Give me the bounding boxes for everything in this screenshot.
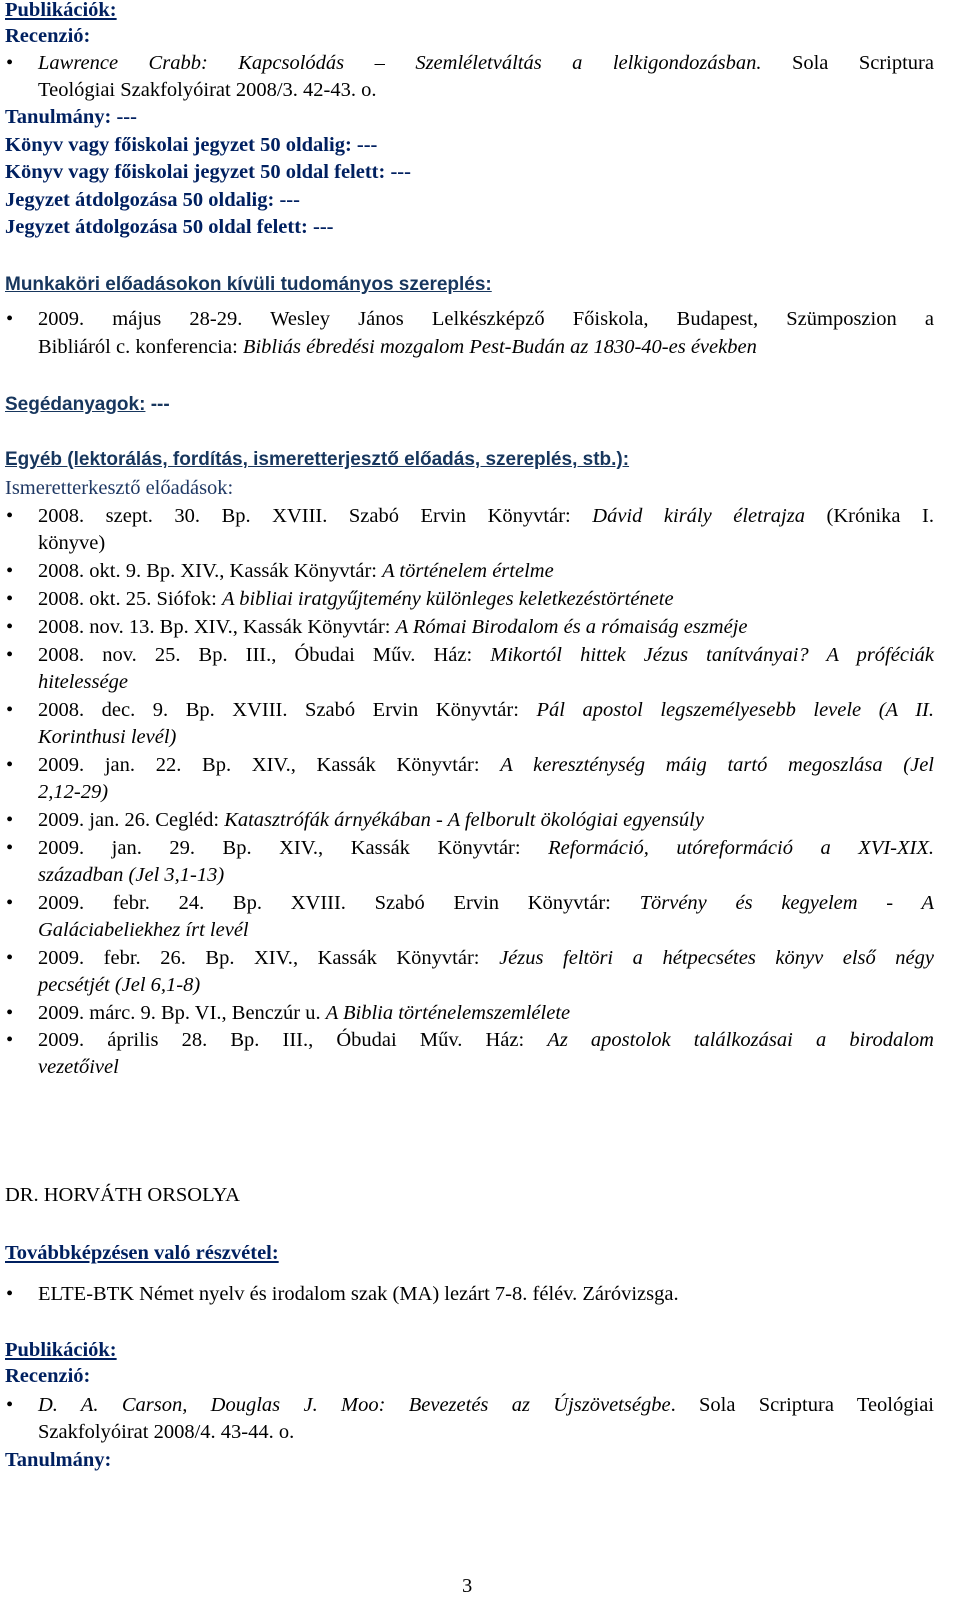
scientific-appearance-heading: Munkaköri előadásokon kívüli tudományos szereplés: [5, 274, 492, 295]
lecture-line: 2008. nov. 13. Bp. XIV., Kassák Könyvtár: A Római Birodalom és a rómaiság eszméje [38, 616, 748, 638]
bullet [6, 889, 18, 917]
page-number: 3 [462, 1575, 473, 1597]
publications-heading: Publikációk: [5, 0, 117, 21]
lecture-line: Korinthusi levél) [38, 726, 177, 748]
lecture-line: 2008. okt. 25. Siófok: A bibliai iratgyűjtemény különleges keletkezéstörténete [38, 588, 674, 610]
lecture-line: vezetőivel [38, 1056, 119, 1078]
lecture-line: pecsétjét (Jel 6,1-8) [38, 974, 201, 996]
notes-50-heading: Jegyzet átdolgozása 50 oldalig: --- [5, 189, 300, 211]
training-item: ELTE-BTK Német nyelv és irodalom szak (MA) lezárt 7-8. félév. Záróvizsga. [38, 1283, 679, 1305]
bullet [6, 944, 18, 972]
other-heading: Egyéb (lektorálás, fordítás, ismeretterjesztő előadás, szereplés, stb.): [5, 449, 630, 470]
lecture-line: 2,12-29) [38, 781, 109, 803]
lecture-line: 2009. jan. 22. Bp. XIV., Kassák Könyvtár: A kereszténység máig tartó megoszlása (Jel [38, 754, 934, 776]
bullet [6, 1391, 18, 1419]
lecture-line: 2009. márc. 9. Bp. VI., Benczúr u. A Biblia történelemszemlélete [38, 1002, 571, 1024]
book-50-plus-heading: Könyv vagy főiskolai jegyzet 50 oldal felett: --- [5, 161, 411, 183]
review-item-line: D. A. Carson, Douglas J. Moo: Bevezetés az Újszövetségbe. Sola Scriptura Teológiai [38, 1394, 934, 1416]
lectures-subheading: Ismeretterkesztő előadások: [5, 477, 234, 499]
bullet [6, 751, 18, 779]
lecture-line: könyve) [38, 532, 106, 554]
review-item-line: Lawrence Crabb: Kapcsolódás – Szemléletváltás a lelkigondozásban. Sola Scriptura [38, 52, 934, 74]
bullet [6, 585, 18, 613]
bullet [6, 502, 18, 530]
bullet [6, 696, 18, 724]
lecture-line: 2009. április 28. Bp. III., Óbudai Műv. Ház: Az apostolok találkozásai a birodalom [38, 1029, 934, 1051]
study-heading-2: Tanulmány: [5, 1449, 112, 1471]
bullet [6, 613, 18, 641]
bullet [6, 49, 18, 77]
person-name: DR. HORVÁTH ORSOLYA [5, 1184, 240, 1206]
book-50-heading: Könyv vagy főiskolai jegyzet 50 oldalig: --- [5, 134, 378, 156]
materials-heading: Segédanyagok: --- [5, 394, 170, 415]
lecture-line: 2008. dec. 9. Bp. XVIII. Szabó Ervin Könyvtár: Pál apostol legszemélyesebb levele (A II. [38, 699, 934, 721]
lecture-line: 2008. okt. 9. Bp. XIV., Kassák Könyvtár: A történelem értelme [38, 560, 554, 582]
appearance-line: Bibliáról c. konferencia: Bibliás ébredési mozgalom Pest-Budán az 1830-40-es években [38, 336, 757, 358]
training-heading: Továbbképzésen való részvétel: [5, 1242, 279, 1264]
bullet [6, 1026, 18, 1054]
lecture-line: században (Jel 3,1-13) [38, 864, 225, 886]
bullet [6, 999, 18, 1027]
lecture-line: Galáciabeliekhez írt levél [38, 919, 249, 941]
lecture-line: 2009. jan. 26. Cegléd: Katasztrófák árnyékában - A felborult ökológiai egyensúly [38, 809, 704, 831]
lecture-line: 2008. nov. 25. Bp. III., Óbudai Műv. Ház: Mikortól hittek Jézus tanítványai? A próféciák [38, 644, 934, 666]
lecture-line: 2009. febr. 26. Bp. XIV., Kassák Könyvtár: Jézus feltöri a hétpecsétes könyv első négy [38, 947, 934, 969]
bullet [6, 641, 18, 669]
review-heading: Recenzió: [5, 25, 91, 47]
lecture-line: 2009. jan. 29. Bp. XIV., Kassák Könyvtár: Reformáció, utóreformáció a XVI-XIX. [38, 837, 934, 859]
review-item-line: Szakfolyóirat 2008/4. 43-44. o. [38, 1421, 295, 1443]
bullet [6, 806, 18, 834]
study-heading: Tanulmány: --- [5, 106, 137, 128]
review-heading-2: Recenzió: [5, 1365, 91, 1387]
review-item-line: Teológiai Szakfolyóirat 2008/3. 42-43. o. [38, 79, 377, 101]
bullet [6, 1280, 18, 1308]
bullet [6, 834, 18, 862]
publications-heading-2: Publikációk: [5, 1339, 117, 1361]
bullet [6, 305, 18, 333]
lecture-line: hitelessége [38, 671, 128, 693]
bullet [6, 557, 18, 585]
lecture-line: 2008. szept. 30. Bp. XVIII. Szabó Ervin Könyvtár: Dávid király életrajza (Krónika I. [38, 505, 934, 527]
lecture-line: 2009. febr. 24. Bp. XVIII. Szabó Ervin Könyvtár: Törvény és kegyelem - A [38, 892, 934, 914]
appearance-line: 2009. május 28-29. Wesley János Lelkészképző Főiskola, Budapest, Szümposzion a [38, 308, 934, 330]
notes-50-plus-heading: Jegyzet átdolgozása 50 oldal felett: --- [5, 216, 334, 238]
